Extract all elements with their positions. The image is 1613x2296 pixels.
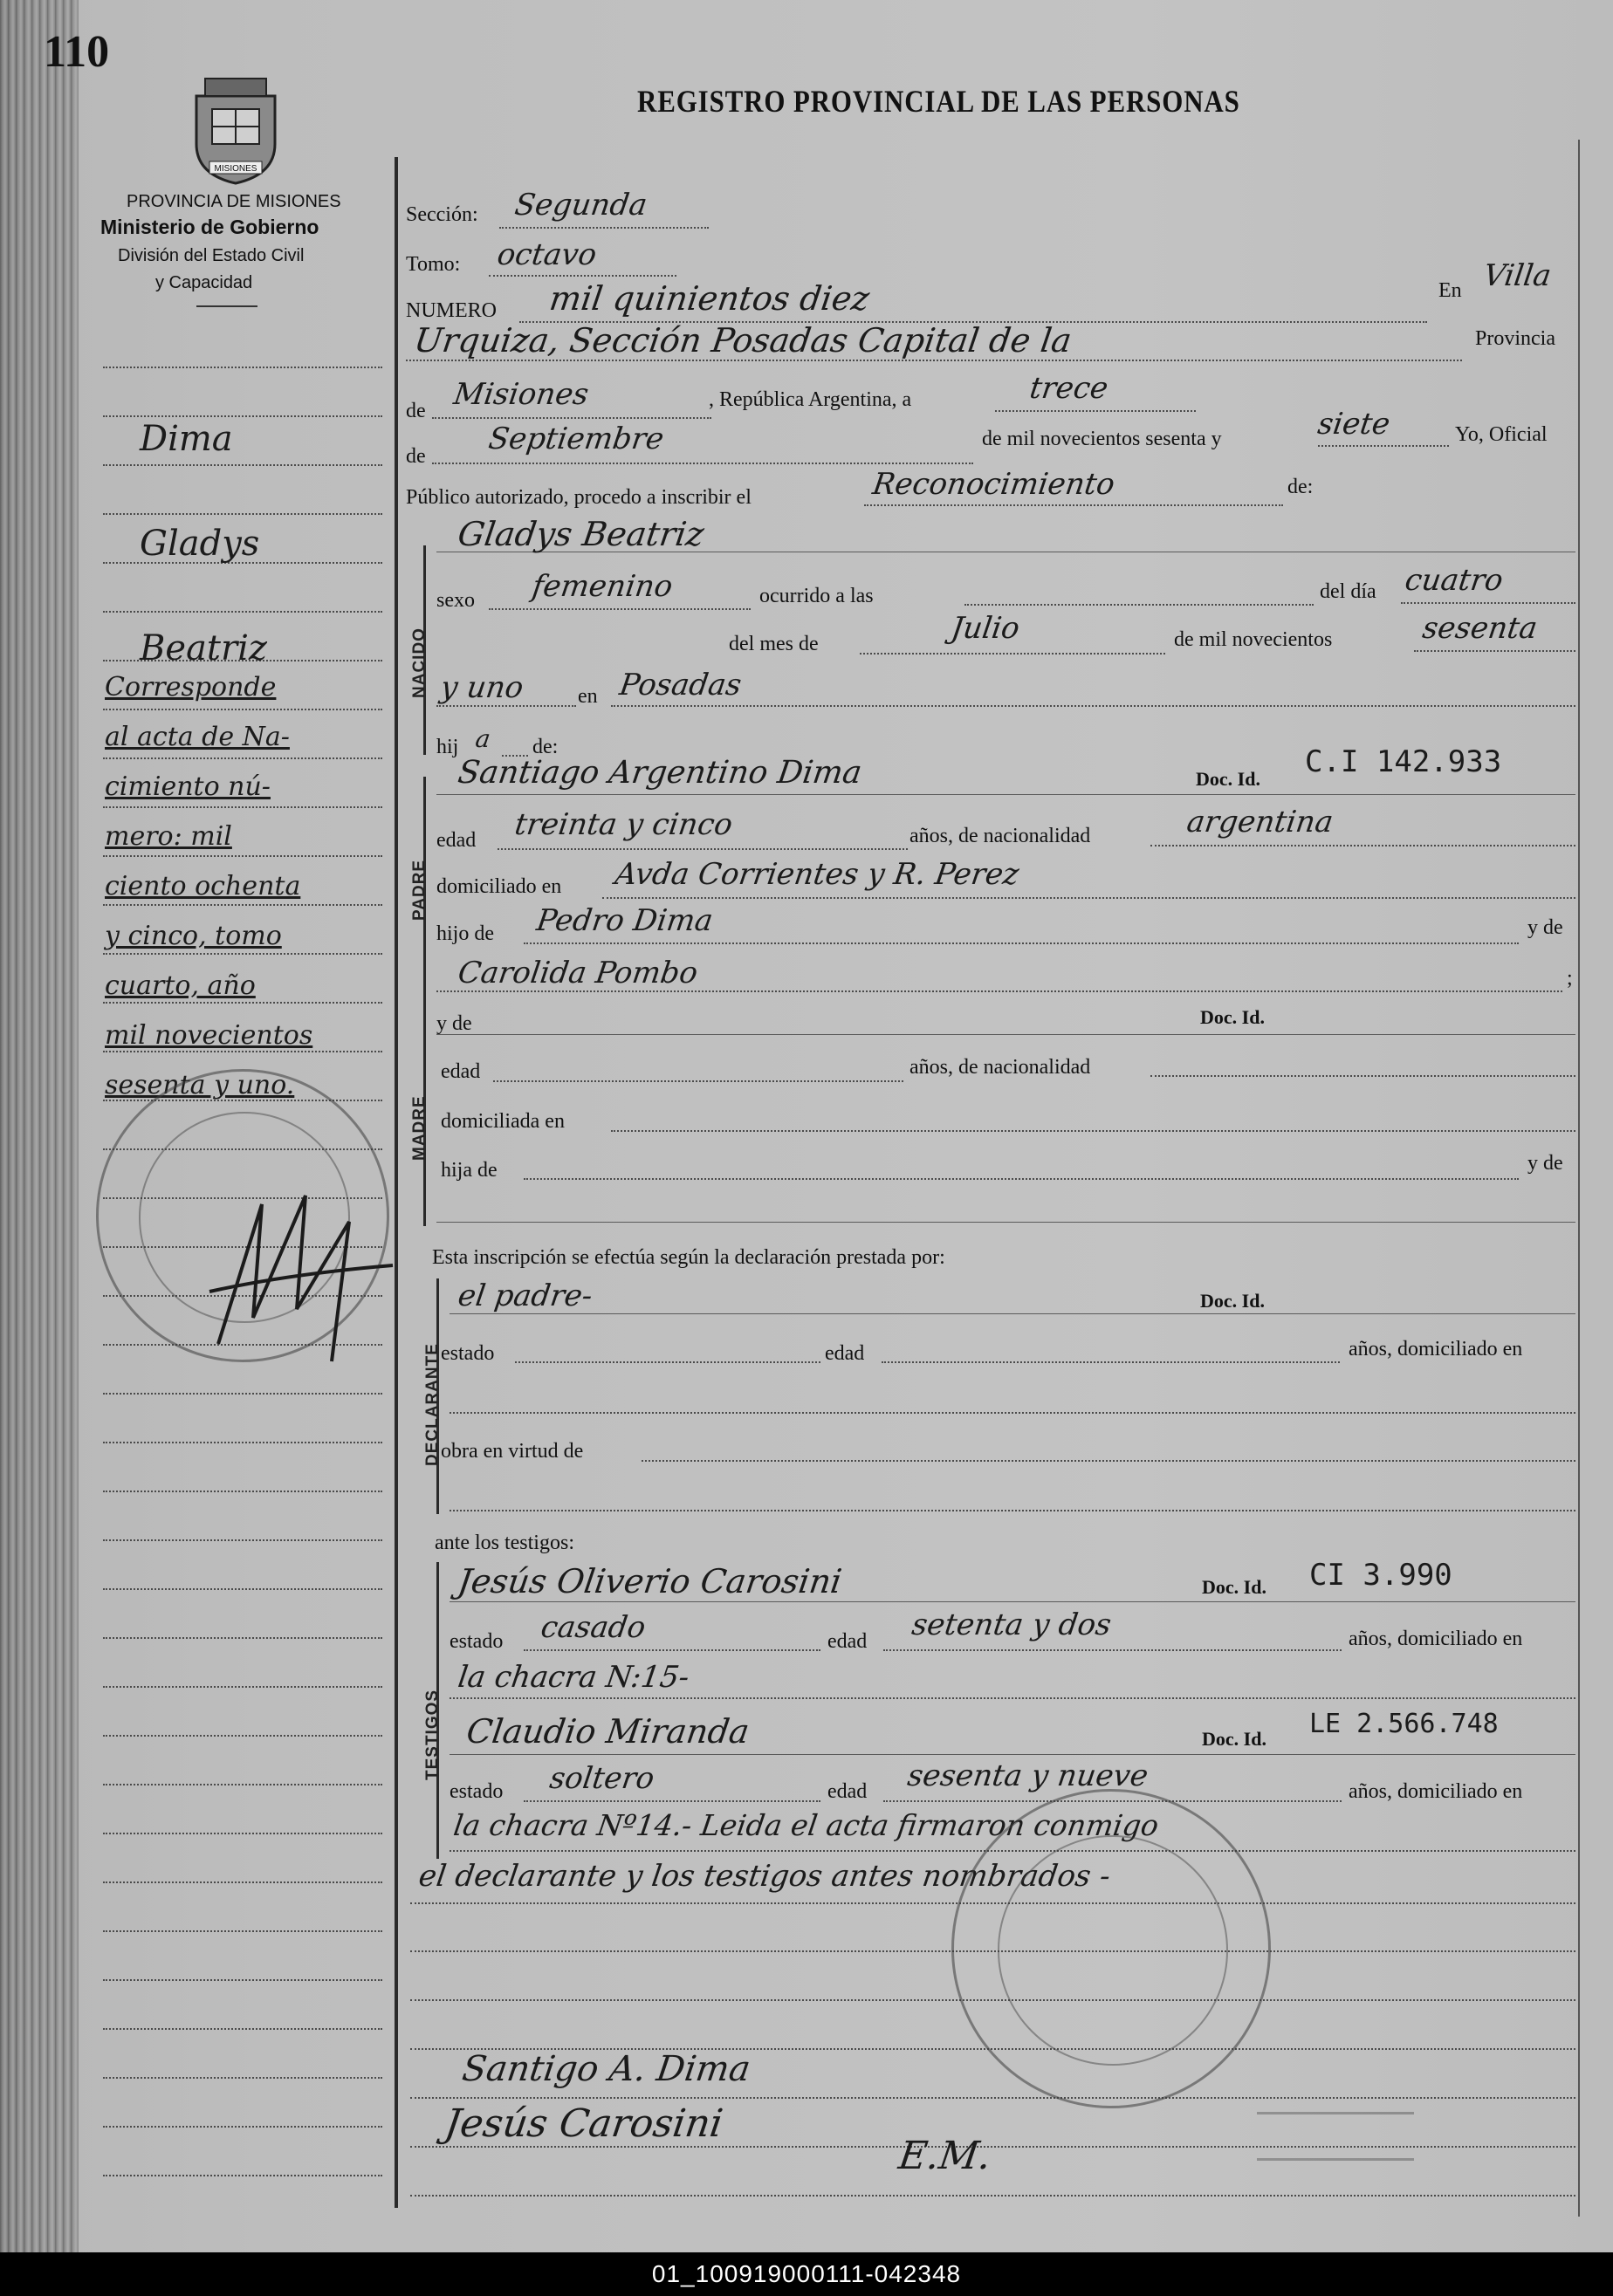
margin-rule bbox=[103, 953, 382, 955]
value-seccion: Segunda bbox=[512, 188, 649, 223]
value-testigo1-doc: CI 3.990 bbox=[1309, 1558, 1452, 1593]
label-del-dia: del día bbox=[1320, 580, 1376, 603]
side-label-madre: MADRE bbox=[410, 1095, 429, 1161]
folio-number: 110 bbox=[44, 27, 110, 77]
margin-note-line: sesenta y uno. bbox=[105, 1070, 295, 1100]
margin-rule bbox=[103, 1881, 382, 1883]
value-mes-nac: Julio bbox=[949, 611, 1022, 646]
label-de-mil-nov: de mil novecientos bbox=[1174, 628, 1333, 651]
label-padre-y-de: y de bbox=[1527, 916, 1563, 939]
label-provincia: Provincia bbox=[1475, 327, 1555, 350]
value-testigo2: Claudio Miranda bbox=[463, 1712, 752, 1751]
value-en: Villa bbox=[1481, 258, 1554, 293]
label-sexo: sexo bbox=[436, 589, 475, 612]
value-declarante: el padre- bbox=[456, 1278, 595, 1313]
value-testigo1: Jesús Oliverio Carosini bbox=[455, 1562, 845, 1600]
label-seccion: Sección: bbox=[406, 203, 478, 226]
value-padre-doc: C.I 142.933 bbox=[1305, 744, 1502, 779]
margin-rule bbox=[103, 757, 382, 759]
line bbox=[450, 1754, 1575, 1755]
clerk-stamp bbox=[1257, 2112, 1414, 2161]
label-esta-inscripcion: Esta inscripción se efectúa según la declaración prestada por: bbox=[432, 1246, 945, 1269]
margin-rule bbox=[103, 1735, 382, 1737]
authority-line4: y Capacidad bbox=[155, 273, 253, 292]
divider bbox=[196, 305, 257, 307]
value-lugar-nac: Posadas bbox=[617, 668, 744, 703]
value-nombre: Gladys Beatriz bbox=[455, 515, 707, 553]
label-hij: hij bbox=[436, 736, 459, 758]
margin-note-line: cimiento nú- bbox=[105, 771, 271, 802]
margin-rule bbox=[103, 1784, 382, 1785]
margin-rule bbox=[103, 415, 382, 417]
side-label-declarante: DECLARANTE bbox=[423, 1343, 442, 1466]
label-madre-doc: Doc. Id. bbox=[1200, 1006, 1265, 1028]
authority-line2: Ministerio de Gobierno bbox=[100, 216, 319, 238]
margin-rule bbox=[103, 904, 382, 906]
value-anio: siete bbox=[1315, 407, 1393, 442]
margin-rule bbox=[103, 1051, 382, 1052]
label-madre-edad: edad bbox=[441, 1060, 481, 1083]
margin-note-line: cuarto, año bbox=[105, 970, 256, 1001]
margin-note-line: y cinco, tomo bbox=[105, 921, 282, 951]
line bbox=[450, 1601, 1575, 1602]
margin-rule bbox=[103, 611, 382, 613]
label-yo-oficial: Yo, Oficial bbox=[1455, 423, 1548, 446]
coat-of-arms-text: MISIONES bbox=[214, 164, 257, 174]
label-ocurrido: ocurrido a las bbox=[759, 585, 874, 607]
label-de-1: de bbox=[406, 400, 426, 422]
label-numero: NUMERO bbox=[406, 299, 498, 322]
margin-note-line: ciento ochenta bbox=[105, 871, 301, 901]
margin-rule bbox=[103, 2028, 382, 2030]
value-acto: Reconocimiento bbox=[870, 467, 1117, 502]
signature-2: Jesús Carosini bbox=[442, 2101, 726, 2146]
label-de-2: de bbox=[406, 445, 426, 468]
label-en: En bbox=[1438, 279, 1462, 302]
margin-rule bbox=[103, 1002, 382, 1004]
value-hij-suffix: a bbox=[473, 724, 493, 753]
label-padre-anos-nac: años, de nacionalidad bbox=[909, 825, 1091, 847]
label-madre-hija-de: hija de bbox=[441, 1159, 498, 1182]
right-border bbox=[1578, 140, 1580, 2217]
line bbox=[436, 1222, 1575, 1223]
margin-note-line: al acta de Na- bbox=[105, 722, 290, 752]
book-spine bbox=[0, 0, 79, 2252]
value-testigo2-estado: soltero bbox=[547, 1761, 657, 1796]
margin-rule bbox=[103, 1442, 382, 1443]
margin-note-line: Gladys bbox=[140, 524, 260, 564]
label-madre-anos-nac: años, de nacionalidad bbox=[909, 1056, 1091, 1079]
blank-rule bbox=[410, 2097, 1575, 2099]
label-del-mes: del mes de bbox=[729, 633, 819, 655]
label-testigo1-doc: Doc. Id. bbox=[1202, 1576, 1266, 1598]
margin-rule bbox=[103, 709, 382, 710]
value-testigo1-edad: setenta y dos bbox=[909, 1607, 1114, 1642]
margin-rule bbox=[103, 1588, 382, 1590]
label-semicolon: ; bbox=[1567, 967, 1573, 990]
official-stamp-bottom bbox=[951, 1789, 1271, 2108]
margin-note-line: mil novecientos bbox=[105, 1020, 313, 1051]
value-dia-a: trece bbox=[1027, 371, 1111, 406]
label-obra: obra en virtud de bbox=[441, 1440, 584, 1463]
authority-line1: PROVINCIA DE MISIONES bbox=[127, 192, 341, 211]
margin-rule bbox=[103, 2175, 382, 2176]
line bbox=[436, 794, 1575, 795]
label-padre-edad: edad bbox=[436, 829, 477, 852]
value-padre-edad: treinta y cinco bbox=[512, 807, 735, 842]
label-padre-hijo-de: hijo de bbox=[436, 922, 494, 945]
value-padre-y-de: Carolida Pombo bbox=[456, 956, 700, 990]
value-sexo: femenino bbox=[530, 569, 676, 604]
label-t1-estado: estado bbox=[450, 1630, 504, 1653]
value-testigo2-doc: LE 2.566.748 bbox=[1309, 1709, 1499, 1739]
value-padre-nombre: Santiago Argentino Dima bbox=[456, 755, 864, 791]
signature-3: E.M. bbox=[896, 2134, 994, 2178]
value-provincia: Misiones bbox=[451, 377, 591, 412]
authority-line3: División del Estado Civil bbox=[118, 246, 305, 265]
margin-rule bbox=[103, 367, 382, 368]
side-label-nacido: NACIDO bbox=[410, 627, 429, 698]
page-title: REGISTRO PROVINCIAL DE LAS PERSONAS bbox=[637, 84, 1240, 119]
label-decl-anos-dom: años, domiciliado en bbox=[1349, 1338, 1523, 1360]
label-publico: Público autorizado, procedo a inscribir el bbox=[406, 486, 752, 509]
label-t1-anos-dom: años, domiciliado en bbox=[1349, 1628, 1523, 1650]
label-de-mil: de mil novecientos sesenta y bbox=[982, 428, 1222, 450]
blank-rule bbox=[410, 2195, 1575, 2197]
label-decl-edad: edad bbox=[825, 1342, 865, 1365]
margin-rule bbox=[103, 2126, 382, 2128]
value-numero: mil quinientos diez bbox=[546, 279, 872, 318]
value-padre-dom: Avda Corrientes y R. Perez bbox=[613, 857, 1021, 892]
label-t2-estado: estado bbox=[450, 1780, 504, 1803]
label-tomo: Tomo: bbox=[406, 253, 461, 276]
label-en-lc: en bbox=[578, 685, 598, 708]
margin-signature-icon bbox=[201, 1169, 402, 1388]
label-republica: , República Argentina, a bbox=[709, 388, 912, 411]
margin-note-line: Beatriz bbox=[140, 628, 267, 668]
margin-rule bbox=[103, 855, 382, 857]
margin-rule bbox=[103, 513, 382, 515]
side-label-testigos: TESTIGOS bbox=[423, 1689, 442, 1780]
margin-rule bbox=[103, 1833, 382, 1834]
value-testigo1-estado: casado bbox=[539, 1610, 649, 1645]
margin-rule bbox=[103, 464, 382, 466]
label-t2-edad: edad bbox=[827, 1780, 868, 1803]
margin-rule bbox=[103, 1539, 382, 1541]
value-cierre: el declarante y los testigos antes nombrados - bbox=[416, 1859, 1113, 1894]
label-madre-y-de: y de bbox=[436, 1012, 472, 1035]
value-testigo1-dom: la chacra N:15- bbox=[456, 1660, 692, 1695]
value-padre-nac: argentina bbox=[1184, 805, 1335, 840]
label-t2-anos-dom: años, domiciliado en bbox=[1349, 1780, 1523, 1803]
value-padre-hijo-de: Pedro Dima bbox=[534, 903, 716, 938]
margin-rule bbox=[103, 1393, 382, 1395]
label-madre-y-de-2: y de bbox=[1527, 1152, 1563, 1175]
margin-rule bbox=[103, 2077, 382, 2079]
value-testigo2-dom: la chacra Nº14.- Leida el acta firmaron conmigo bbox=[451, 1808, 1161, 1842]
margin-rule bbox=[103, 1686, 382, 1688]
value-dia: cuatro bbox=[1403, 563, 1506, 598]
margin-rule bbox=[103, 1930, 382, 1932]
value-testigo2-edad: sesenta y nueve bbox=[905, 1758, 1150, 1793]
label-testigo2-doc: Doc. Id. bbox=[1202, 1728, 1266, 1750]
margin-rule bbox=[103, 1491, 382, 1492]
margin-note-line: Corresponde bbox=[105, 672, 277, 703]
value-anio-nac-2: y uno bbox=[438, 670, 526, 705]
margin-note-line: Dima bbox=[140, 419, 233, 459]
label-hij-de: de: bbox=[532, 736, 559, 758]
margin-rule bbox=[103, 1979, 382, 1981]
value-anio-nac-1: sesenta bbox=[1420, 611, 1540, 646]
signature-1: Santigo A. Dima bbox=[459, 2049, 753, 2089]
margin-rule bbox=[103, 1637, 382, 1639]
line bbox=[436, 1034, 1575, 1035]
label-decl-estado: estado bbox=[441, 1342, 495, 1365]
side-label-padre: PADRE bbox=[410, 859, 429, 921]
margin-note-line: mero: mil bbox=[105, 821, 232, 852]
label-ante: ante los testigos: bbox=[435, 1532, 574, 1554]
coat-of-arms-icon bbox=[188, 74, 284, 188]
label-madre-domiciliada: domiciliada en bbox=[441, 1110, 565, 1133]
label-de-colon: de: bbox=[1287, 476, 1314, 498]
label-t1-edad: edad bbox=[827, 1630, 868, 1653]
value-mes: Septiembre bbox=[486, 422, 667, 456]
margin-rule bbox=[103, 806, 382, 808]
line bbox=[450, 1313, 1575, 1314]
value-lugar: Urquiza, Sección Posadas Capital de la bbox=[411, 321, 1074, 360]
value-tomo: octavo bbox=[495, 237, 599, 272]
label-padre-doc: Doc. Id. bbox=[1196, 768, 1260, 790]
footer-id: 01_100919000111-042348 bbox=[0, 2252, 1613, 2296]
label-padre-domiciliado: domiciliado en bbox=[436, 875, 562, 898]
label-declarante-doc: Doc. Id. bbox=[1200, 1290, 1265, 1312]
